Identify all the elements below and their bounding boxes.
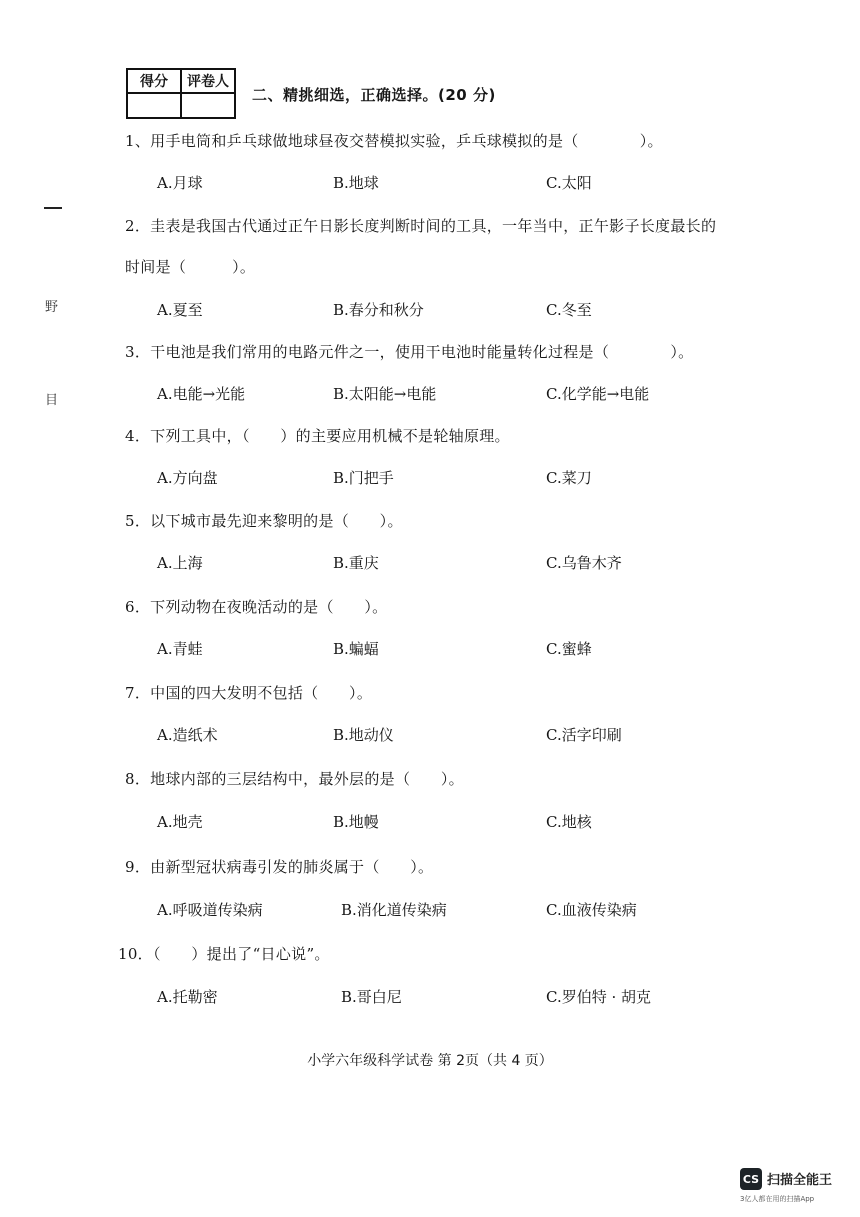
margin-mark: 野 — [45, 300, 59, 315]
q9-option-a: A.呼吸道传染病 — [157, 901, 263, 919]
q1-option-c: C.太阳 — [546, 174, 592, 192]
question-8: 8．地球内部的三层结构中，最外层的是（ ）。 — [125, 770, 464, 788]
q2-option-b: B.春分和秋分 — [333, 301, 424, 319]
q7-option-a: A.造纸术 — [157, 726, 218, 744]
grader-label: 评卷人 — [181, 69, 235, 93]
question-7: 7．中国的四大发明不包括（ ）。 — [125, 684, 373, 702]
q9-option-c: C.血液传染病 — [546, 901, 637, 919]
margin-mark: 目 — [45, 393, 59, 408]
q3-option-b: B.太阳能→电能 — [333, 385, 437, 403]
question-3: 3．干电池是我们常用的电路元件之一，使用干电池时能量转化过程是（ ）。 — [125, 343, 694, 361]
q7-option-b: B.地动仪 — [333, 726, 394, 744]
section-title: 二、精挑细选，正确选择。(20 分) — [252, 86, 496, 104]
q6-option-a: A.青蛙 — [157, 640, 203, 658]
score-box — [126, 68, 236, 119]
q4-option-b: B.门把手 — [333, 469, 394, 487]
q8-option-a: A.地壳 — [157, 813, 203, 831]
binding-margin-line — [44, 207, 62, 209]
q10-option-b: B.哥白尼 — [341, 988, 402, 1006]
score-label: 得分 — [127, 69, 181, 93]
camscanner-logo-icon: CS — [740, 1168, 762, 1190]
score-cell — [127, 93, 181, 118]
question-5: 5．以下城市最先迎来黎明的是（ ）。 — [125, 512, 403, 530]
question-6: 6．下列动物在夜晚活动的是（ ）。 — [125, 598, 388, 616]
q1-option-a: A.月球 — [157, 174, 203, 192]
q10-option-c: C.罗伯特 · 胡克 — [546, 988, 652, 1006]
q7-option-c: C.活字印刷 — [546, 726, 622, 744]
page-footer: 小学六年级科学试卷 第 2页（共 4 页） — [307, 1053, 553, 1069]
question-1: 1、用手电筒和乒乓球做地球昼夜交替模拟实验，乒乓球模拟的是（ ）。 — [125, 132, 663, 150]
grader-cell — [181, 93, 235, 118]
q9-option-b: B.消化道传染病 — [341, 901, 447, 919]
q5-option-c: C.乌鲁木齐 — [546, 554, 622, 572]
q6-option-b: B.蝙蝠 — [333, 640, 379, 658]
question-9: 9．由新型冠状病毒引发的肺炎属于（ ）。 — [125, 858, 434, 876]
q5-option-b: B.重庆 — [333, 554, 379, 572]
question-10: 10．（ ）提出了“日心说”。 — [118, 945, 330, 963]
q5-option-a: A.上海 — [157, 554, 203, 572]
question-4: 4．下列工具中，（ ）的主要应用机械不是轮轴原理。 — [125, 427, 510, 445]
question-2-continued: 时间是（ ）。 — [125, 258, 256, 276]
q2-option-a: A.夏至 — [157, 301, 203, 319]
q3-option-a: A.电能→光能 — [157, 385, 246, 403]
q10-option-a: A.托勒密 — [157, 988, 218, 1006]
q8-option-c: C.地核 — [546, 813, 592, 831]
q3-option-c: C.化学能→电能 — [546, 385, 650, 403]
watermark-name: 扫描全能王 — [767, 1173, 833, 1188]
q2-option-c: C.冬至 — [546, 301, 592, 319]
q4-option-a: A.方向盘 — [157, 469, 218, 487]
q1-option-b: B.地球 — [333, 174, 379, 192]
q4-option-c: C.菜刀 — [546, 469, 592, 487]
q8-option-b: B.地幔 — [333, 813, 379, 831]
watermark-tagline: 3亿人都在用的扫描App — [740, 1195, 815, 1203]
question-2: 2．圭表是我国古代通过正午日影长度判断时间的工具，一年当中，正午影子长度最长的 — [125, 217, 717, 235]
q6-option-c: C.蜜蜂 — [546, 640, 592, 658]
